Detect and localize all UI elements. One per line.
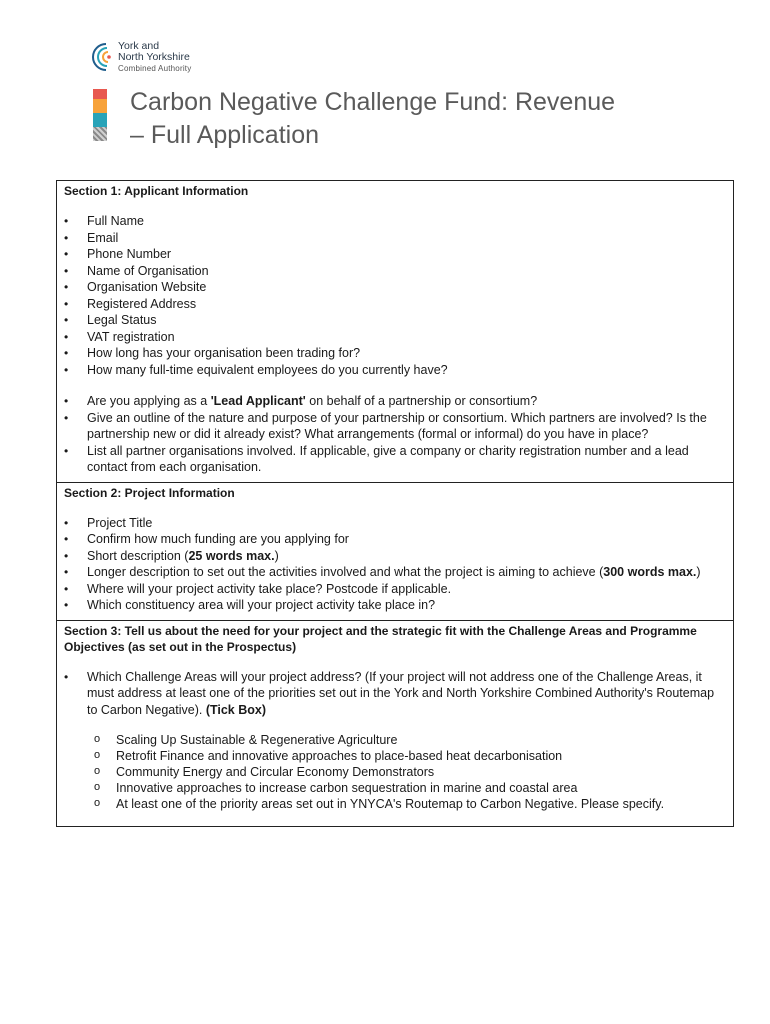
list-item: • Short description (25 words max.): [64, 548, 726, 565]
section-applicant-information: [57, 181, 733, 483]
list-item: • Email: [64, 230, 726, 247]
page-title-line1: Carbon Negative Challenge Fund: Revenue: [130, 88, 616, 116]
partnership-questions-list: [64, 393, 726, 476]
section-heading: Section 3: Tell us about the need for your project and the strategic fit with the Challenge Areas and Programme Objectives (as set out in the Prospectus): [64, 623, 697, 654]
list-item: • Longer description to set out the activities involved and what the project is aiming to achieve (300 words max.): [64, 564, 726, 581]
list-item: • VAT registration: [64, 329, 726, 346]
list-item: • Name of Organisation: [64, 263, 726, 280]
section-heading: Section 1: Applicant Information: [64, 184, 249, 198]
challenge-option: o At least one of the priority areas set out in YNYCA's Routemap to Carbon Negative. Please specify.: [94, 796, 726, 812]
challenge-option: o Innovative approaches to increase carbon sequestration in marine and coastal area: [94, 780, 726, 796]
emphasis-text: (Tick Box): [205, 702, 267, 717]
list-item: • Where will your project activity take place? Postcode if applicable.: [64, 581, 726, 598]
list-item: • Confirm how much funding are you applying for: [64, 531, 726, 548]
list-item: • Registered Address: [64, 296, 726, 313]
accent-red-block: [93, 89, 107, 99]
list-item: • Which Challenge Areas will your project address? (If your project will not address one of the Challenge Areas, it must address at least one of the priorities set out in the York and North Yorkshire Combined Authority's Routemap to Carbon Negative). (Tick Box): [64, 669, 726, 719]
emphasis-text: 25 words max.: [188, 548, 275, 563]
list-item: • How long has your organisation been trading for?: [64, 345, 726, 362]
logo-text-line3: Combined Authority: [118, 63, 192, 73]
combined-authority-logo-icon: [92, 40, 114, 74]
section-project-information: [57, 483, 733, 621]
accent-color-bar: [93, 89, 107, 141]
list-item: • Are you applying as a 'Lead Applicant' on behalf of a partnership or consortium?: [64, 393, 726, 410]
logo-text-line2: North Yorkshire: [118, 50, 190, 63]
list-item: • Full Name: [64, 213, 726, 230]
challenge-area-options: [64, 732, 726, 812]
list-item: • Phone Number: [64, 246, 726, 263]
challenge-question-list: [64, 669, 726, 719]
page-title-line2: – Full Application: [130, 121, 320, 149]
project-fields-list: [64, 515, 726, 614]
emphasis-text: 300 words max.: [603, 565, 697, 579]
list-item: • Give an outline of the nature and purpose of your partnership or consortium. Which partners are involved? Is the partnership new or did it already exist? What arrangements (formal or informal) do you have in place?: [64, 410, 726, 443]
list-item: • Which constituency area will your project activity take place in?: [64, 597, 726, 614]
challenge-option: o Community Energy and Circular Economy Demonstrators: [94, 764, 726, 780]
logo-text-line1: York and: [118, 39, 160, 52]
accent-teal-block: [93, 113, 107, 127]
challenge-option: o Retrofit Finance and innovative approaches to place-based heat decarbonisation: [94, 748, 726, 764]
emphasis-text: 'Lead Applicant': [210, 394, 306, 408]
accent-hatched-block: [93, 127, 107, 141]
list-item: • How many full-time equivalent employees do you currently have?: [64, 362, 726, 379]
list-item: • Project Title: [64, 515, 726, 532]
page-title: [130, 86, 730, 152]
accent-orange-block: [93, 99, 107, 113]
section-need-and-strategic-fit: [57, 621, 733, 827]
challenge-option: o Scaling Up Sustainable & Regenerative Agriculture: [94, 732, 726, 748]
logo: [92, 40, 191, 74]
application-form-table: [56, 180, 734, 827]
list-item: • List all partner organisations involved. If applicable, give a company or charity registration number and a lead contact from each organisation.: [64, 443, 726, 476]
applicant-fields-list: [64, 213, 726, 378]
list-item: • Legal Status: [64, 312, 726, 329]
section-heading: Section 2: Project Information: [64, 485, 235, 500]
list-item: • Organisation Website: [64, 279, 726, 296]
